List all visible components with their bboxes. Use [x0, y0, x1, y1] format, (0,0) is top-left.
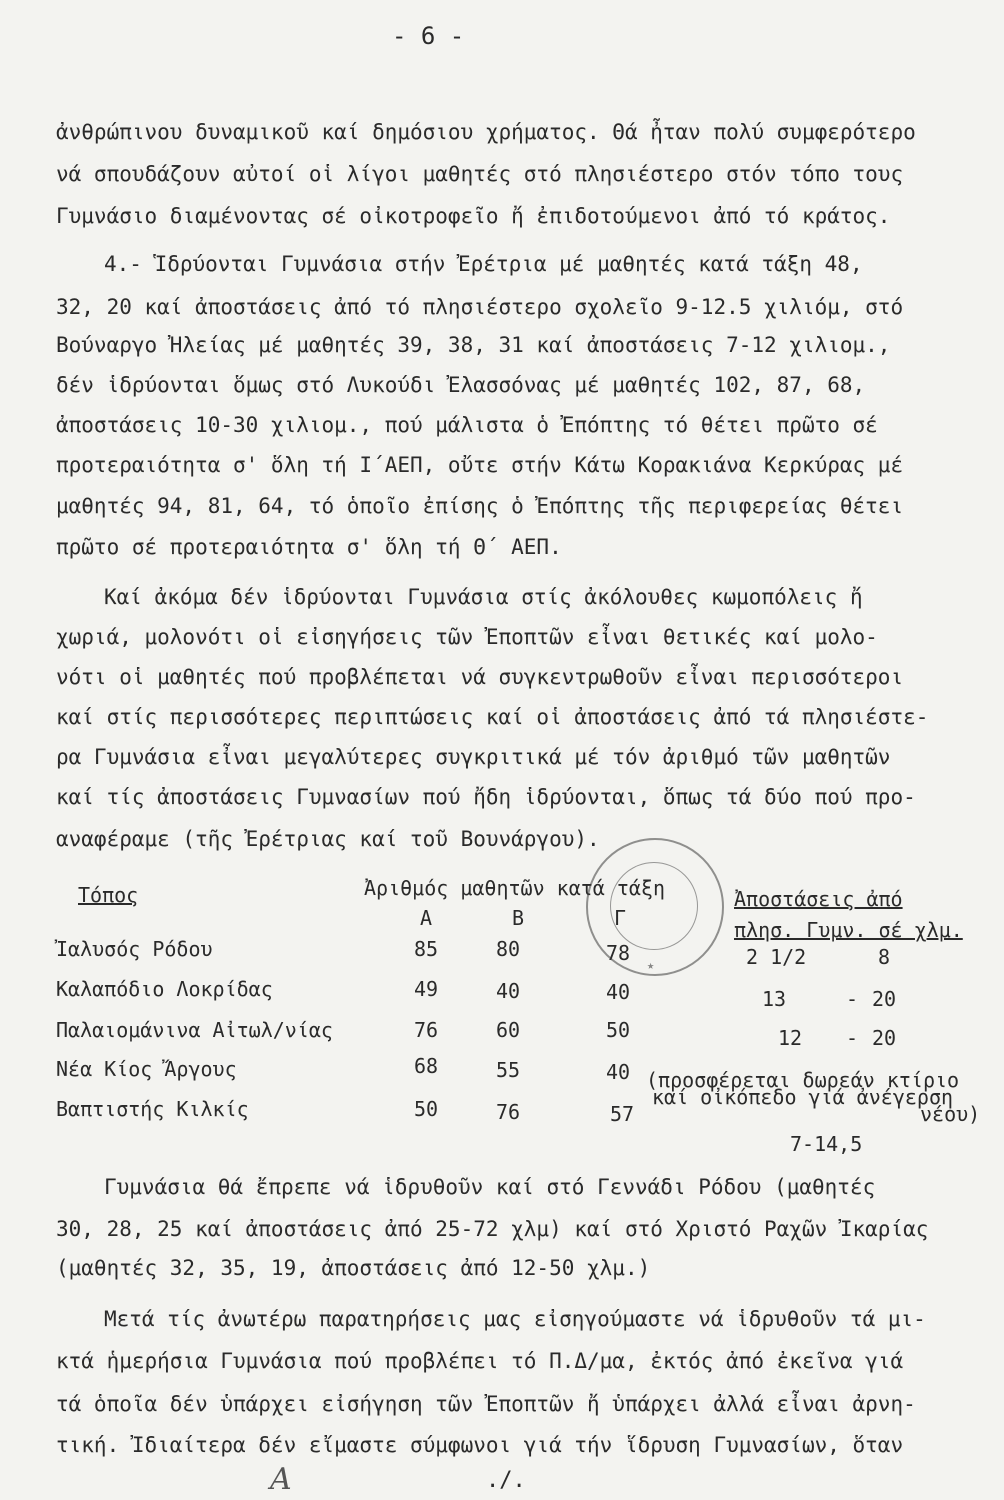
table-cell-b: 55 [496, 1058, 521, 1082]
paragraph-line: χωριά, μολονότι οἱ εἰσηγήσεις τῶν Ἐποπτῶν εἶναι θετικές καί μολο- [56, 625, 878, 649]
official-stamp [586, 838, 724, 976]
paragraph-line: τική. Ἰδιαίτερα δέν εἴμαστε σύμφωνοι γιά τήν ἵδρυση Γυμνασίων, ὅταν [56, 1433, 904, 1457]
paragraph-line: ρα Γυμνάσια εἶναι μεγαλύτερες συγκριτικά μέ τόν ἀριθμό τῶν μαθητῶν [56, 745, 891, 769]
table-cell-distance-from: 13 [762, 987, 787, 1011]
table-cell-c: 40 [606, 1060, 631, 1084]
table-header-distance-2: πλησ. Γυμν. σέ χλμ. [734, 918, 963, 942]
table-cell-a: 68 [414, 1054, 439, 1078]
table-cell-a: 49 [414, 977, 439, 1001]
page-number: - 6 - [392, 22, 465, 50]
table-cell-place: Καλαπόδιο Λοκρίδας [56, 977, 273, 1001]
table-header-class-a: Α [420, 906, 433, 930]
paragraph-line: ἀνθρώπινου δυναμικοῦ καί δημόσιου χρήματος. Θά ἦταν πολύ συμφερότερο [56, 120, 916, 144]
continuation-mark: ./. [486, 1468, 526, 1493]
table-cell-distance-from: 2 1/2 [746, 945, 807, 969]
paragraph-line: (μαθητές 32, 35, 19, ἀποστάσεις ἀπό 12-50 χλμ.) [56, 1256, 651, 1280]
paragraph-line: νά σπουδάζουν αὐτοί οἱ λίγοι μαθητές στό πλησιέστερο στόν τόπο τους [56, 162, 904, 186]
table-cell-b: 60 [496, 1018, 521, 1042]
table-cell-b: 76 [496, 1100, 521, 1124]
paragraph-line: 4.- Ἱδρύονται Γυμνάσια στήν Ἐρέτρια μέ μαθητές κατά τάξη 48, [104, 252, 863, 276]
paragraph-line: Μετά τίς ἀνωτέρω παρατηρήσεις μας εἰσηγούμαστε νά ἱδρυθοῦν τά μι- [104, 1307, 926, 1331]
stamp-inner-ring [610, 862, 698, 950]
table-cell-distance-dash: - [846, 987, 859, 1011]
table-note-line-4: 7-14,5 [790, 1132, 863, 1156]
table-note-line-2: καί οἰκόπεδο γιά ἀνέγερση [652, 1085, 954, 1109]
paragraph-line: προτεραιότητα σ' ὅλη τή Ι΄ΑΕΠ, οὔτε στήν Κάτω Κορακιάνα Κερκύρας μέ [56, 453, 904, 477]
table-cell-a: 50 [414, 1097, 439, 1121]
table-cell-c: 57 [610, 1102, 635, 1126]
paragraph-line: δέν ἱδρύονται ὅμως στό Λυκούδι Ἐλασσόνας μέ μαθητές 102, 87, 68, [56, 373, 866, 397]
table-cell-c: 50 [606, 1018, 631, 1042]
paragraph-line: πρῶτο σέ προτεραιότητα σ' ὅλη τή Θ΄ ΑΕΠ. [56, 535, 562, 559]
table-cell-b: 80 [496, 937, 521, 961]
table-note-line-1: (προσφέρεται δωρεάν κτίριο [646, 1068, 960, 1092]
paragraph-line: καί τίς ἀποστάσεις Γυμνασίων πού ἤδη ἱδρύονται, ὅπως τά δύο πού προ- [56, 785, 916, 809]
paragraph-line: αναφέραμε (τῆς Ἐρέτριας καί τοῦ Βουνάργου). [56, 827, 600, 851]
paragraph-line: ἀποστάσεις 10-30 χιλιομ., πού μάλιστα ὁ Ἐπόπτης τό θέτει πρῶτο σέ [56, 413, 878, 437]
paragraph-line: Γυμνάσια θά ἔπρεπε νά ἱδρυθοῦν καί στό Γεννάδι Ρόδου (μαθητές [104, 1175, 876, 1199]
paragraph-line: κτά ἡμερήσια Γυμνάσια πού προβλέπει τό Π.Δ/μα, ἐκτός ἀπό ἐκεῖνα γιά [56, 1349, 904, 1373]
stamp-star-icon: ★ [647, 958, 655, 972]
table-cell-distance-from: 12 [778, 1026, 803, 1050]
table-cell-c: 40 [606, 980, 631, 1004]
table-cell-distance-to: 20 [872, 987, 897, 1011]
paragraph-line: 32, 20 καί ἀποστάσεις ἀπό τό πλησιέστερο σχολεῖο 9-12.5 χιλιόμ, στό [56, 295, 904, 319]
table-cell-a: 76 [414, 1018, 439, 1042]
paragraph-line: καί στίς περισσότερες περιπτώσεις καί οἱ ἀποστάσεις ἀπό τά πλησιέστε- [56, 705, 929, 729]
table-header-place: Τόπος [78, 883, 139, 907]
table-note-line-3: νέου) [920, 1102, 981, 1126]
paragraph-line: τά ὁποῖα δέν ὑπάρχει εἰσήγηση τῶν Ἐποπτῶν ἤ ὑπάρχει ἀλλά εἶναι ἀρνη- [56, 1392, 916, 1416]
table-cell-place: Νέα Κίος Ἄργους [56, 1057, 237, 1081]
paragraph-line: μαθητές 94, 81, 64, τό ὁποῖο ἐπίσης ὁ Ἐπόπτης τῆς περιφερείας θέτει [56, 494, 904, 518]
table-header-class-b: Β [512, 906, 525, 930]
table-cell-place: Ἰαλυσός Ρόδου [56, 937, 213, 961]
paragraph-line: Γυμνάσιο διαμένοντας σέ οἰκοτροφεῖο ἤ ἐπιδοτούμενοι ἀπό τό κράτος. [56, 204, 891, 228]
table-cell-distance-to: 20 [872, 1026, 897, 1050]
paragraph-line: νότι οἱ μαθητές πού προβλέπεται νά συγκεντρωθοῦν εἶναι περισσότεροι [56, 665, 904, 689]
table-header-class-c: Γ [614, 906, 627, 930]
table-cell-place: Βαπτιστής Κιλκίς [56, 1097, 249, 1121]
table-cell-c: 78 [606, 941, 631, 965]
table-cell-distance-to: 8 [878, 945, 891, 969]
table-header-distance: Ἀποστάσεις ἀπό [734, 887, 903, 911]
paragraph-line: 30, 28, 25 καί ἀποστάσεις ἀπό 25-72 χλμ) καί στό Χριστό Ραχῶν Ἰκαρίας [56, 1217, 929, 1241]
table-cell-a: 85 [414, 937, 439, 961]
table-header-students: Ἀριθμός μαθητῶν κατά τάξη [364, 876, 666, 900]
paragraph-line: Καί ἀκόμα δέν ἱδρύονται Γυμνάσια στίς ἀκόλουθες κωμοπόλεις ἤ [104, 585, 863, 609]
table-cell-b: 40 [496, 979, 521, 1003]
table-cell-distance-dash: - [846, 1026, 859, 1050]
paragraph-line: Βούναργο Ἠλείας μέ μαθητές 39, 38, 31 καί ἀποστάσεις 7-12 χιλιομ., [56, 333, 891, 357]
initials-signature: A [270, 1462, 292, 1497]
table-cell-place: Παλαιομάνινα Αἰτωλ/νίας [56, 1018, 333, 1042]
